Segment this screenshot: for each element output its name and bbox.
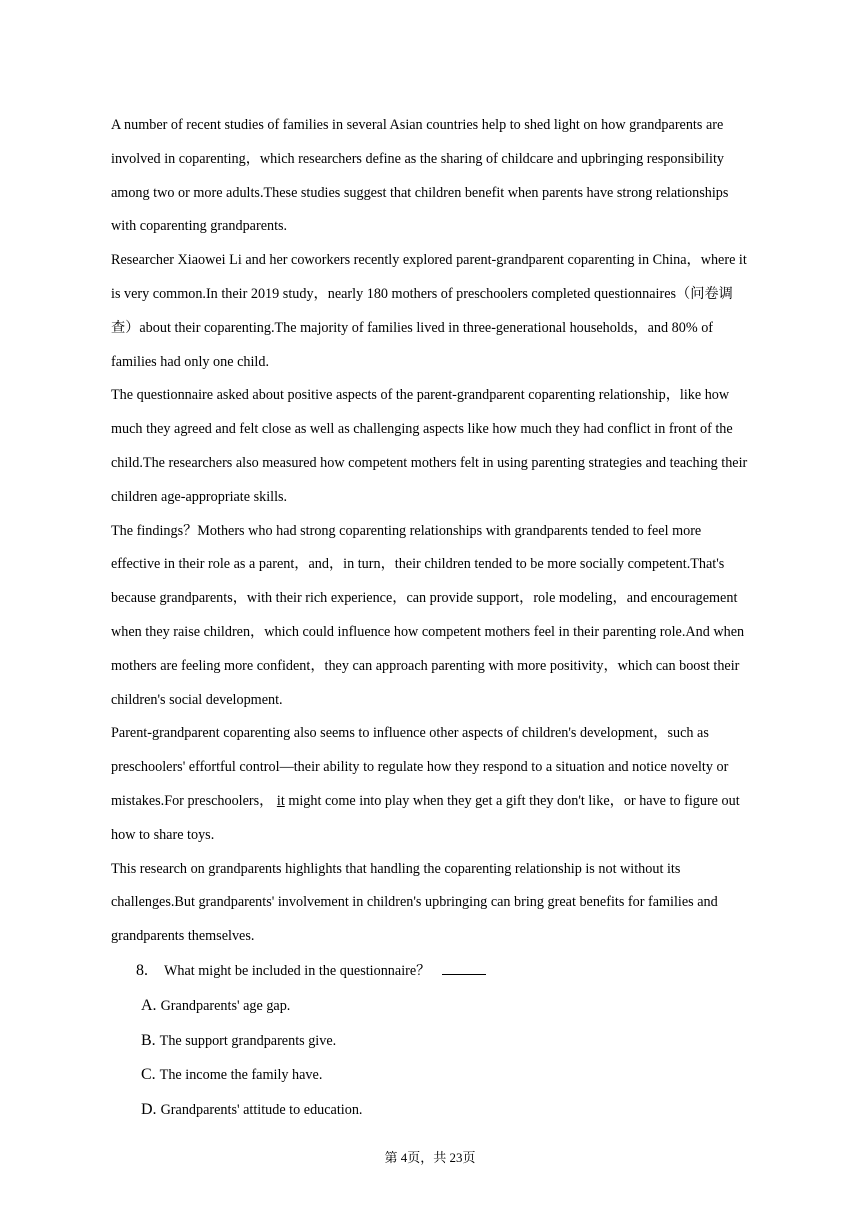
question-block	[136, 954, 736, 1128]
option-text: Grandparents' age gap.	[160, 997, 291, 1014]
option-letter: C.	[141, 1066, 156, 1084]
option-b	[141, 1024, 736, 1059]
question-text: What might be included in the questionnaire？	[164, 963, 431, 979]
option-letter: A.	[141, 996, 157, 1014]
page-footer: 第 4页，共 23页	[384, 1150, 476, 1165]
question-stem	[136, 954, 736, 989]
passage-paragraph-1: A number of recent studies of families in several Asian countries help to shed light on how grandparents are involved in coparenting，which researchers define as the sharing of childcare and upbringing responsibility among two or more adults.These studies suggest that children benefit when parents have strong relationships with coparenting grandparents.	[111, 117, 729, 235]
reading-passage	[111, 109, 751, 954]
passage-paragraph-5-end: might come into play when they get a gift they don't like，or have to figure out how to share toys.	[111, 792, 740, 843]
option-text: The support grandparents give.	[159, 1032, 337, 1049]
passage-paragraph-4: The findings？Mothers who had strong coparenting relationships with grandparents tended to feel more effective in their role as a parent，and，in turn，their children tended to be more socially competent.That's because grandparents，with their rich experience，can provide support，role modeling，and encouragement when they raise children，which could influence how competent mothers feel in their parenting role.And when mothers are feeling more confident，they can approach parenting with more positivity，which can boost their children's social development.	[111, 522, 745, 708]
passage-paragraph-6: This research on grandparents highlights that handling the coparenting relationship is not without its challenges.But grandparents' involvement in children's upbringing can bring great benefits for families and grandparents themselves.	[111, 860, 718, 945]
option-a	[141, 989, 736, 1024]
option-c	[141, 1058, 736, 1093]
passage-paragraph-5	[111, 717, 751, 852]
option-letter: B.	[141, 1031, 156, 1049]
option-d	[141, 1093, 736, 1128]
question-number: 8.	[136, 962, 148, 979]
passage-paragraph-3: The questionnaire asked about positive aspects of the parent-grandparent coparenting relationship，like how much they agreed and felt close as well as challenging aspects like how much they had conflict in front of the child.The researchers also measured how competent mothers felt in using parenting strategies and teaching their children age-appropriate skills.	[111, 387, 748, 505]
passage-paragraph-2: Researcher Xiaowei Li and her coworkers recently explored parent-grandparent coparenting in China，where it is very common.In their 2019 study，nearly 180 mothers of preschoolers completed questionnaires（问卷调查）about their coparenting.The majority of families lived in three-generational households，and 80% of families had only one child.	[111, 252, 747, 370]
answer-blank	[442, 962, 486, 975]
passage-paragraph-5-start: Parent-grandparent coparenting also seems to influence other aspects of children's development，such as preschoolers' effortful control—their ability to regulate how they respond to a situation and notice novelty or mistakes.For preschoolers，	[111, 725, 729, 809]
option-text: The income the family have.	[159, 1067, 323, 1084]
option-letter: D.	[141, 1101, 157, 1119]
option-text: Grandparents' attitude to education.	[160, 1102, 363, 1119]
underlined-word: it	[276, 792, 285, 809]
